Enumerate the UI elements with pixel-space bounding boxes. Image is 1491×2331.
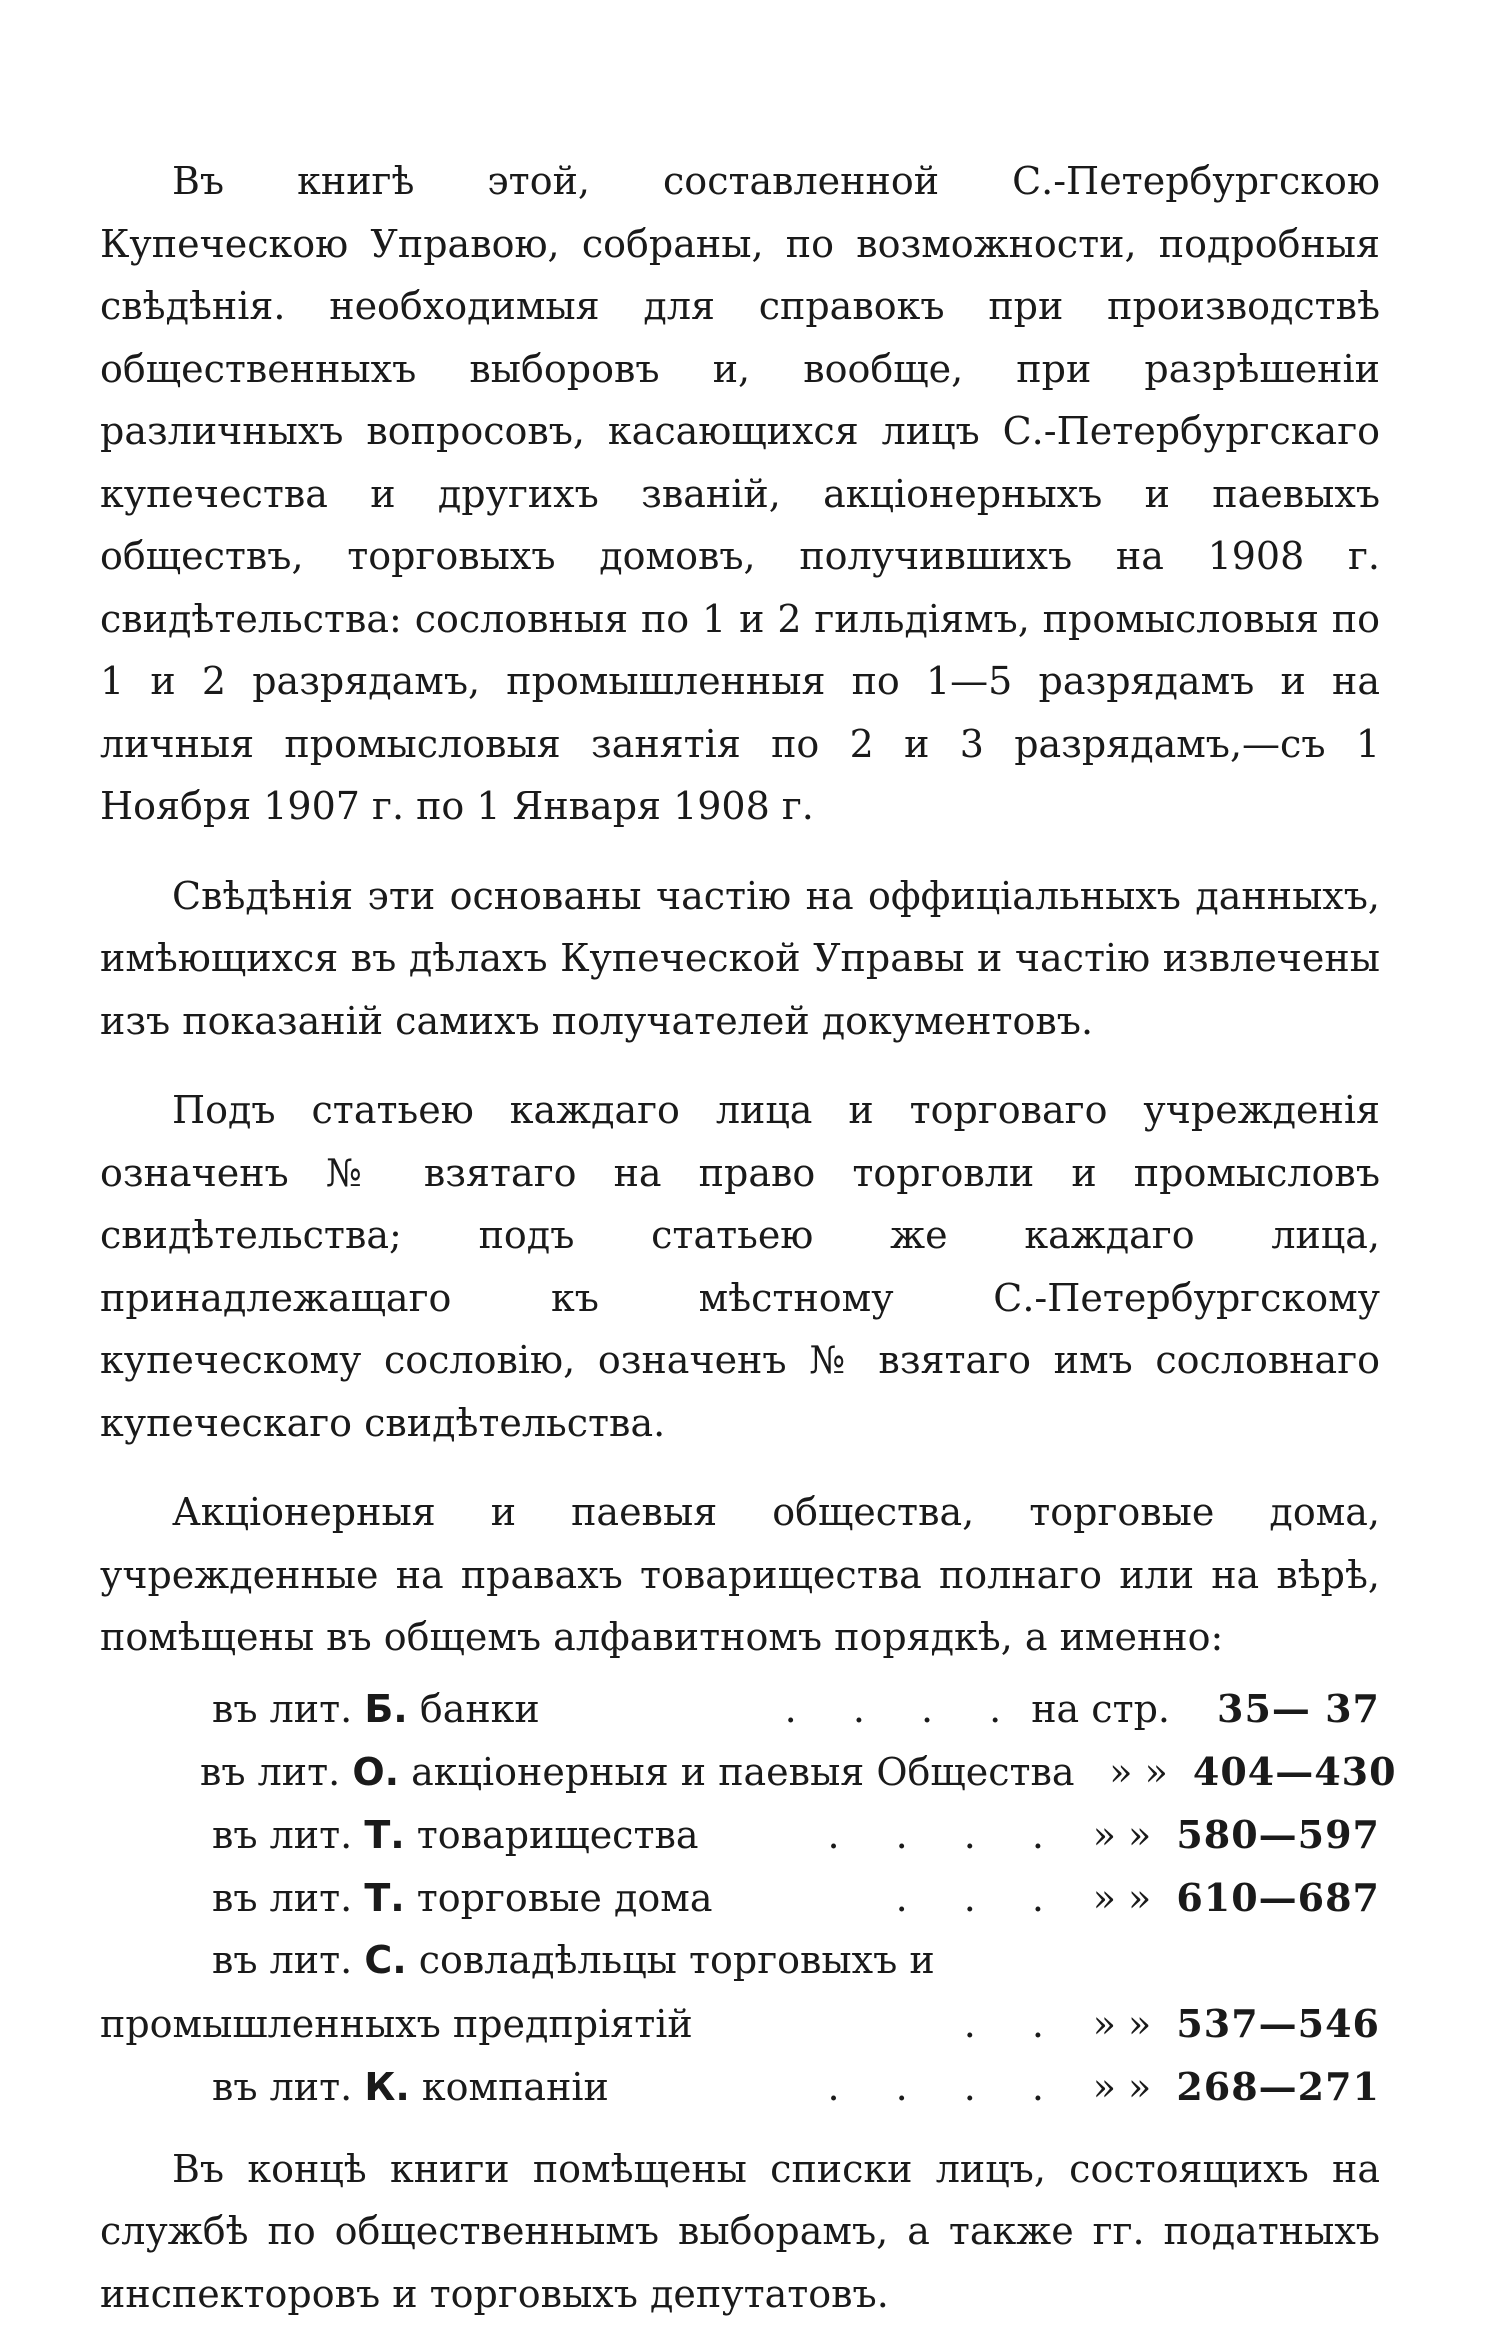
entry-letter: Т. (364, 1812, 405, 1857)
entry-label: компаніи (421, 2064, 609, 2109)
contents-row-trading-houses (100, 1866, 1380, 1929)
leader-dots: . . . . (827, 2064, 1066, 2109)
entry-label: товарищества (416, 1812, 699, 1857)
contents-entry-text (100, 1678, 540, 1741)
contents-entry-text (100, 1867, 712, 1930)
entry-pages: 537—546 (1176, 2000, 1380, 2046)
contents-entry-text (100, 1804, 699, 1867)
contents-entry-text (100, 2056, 609, 2119)
leader-dots: . . . (895, 1875, 1066, 1920)
entry-letter: О. (352, 1749, 400, 1794)
contents-list (100, 1677, 1397, 2118)
entry-label: акціонерныя и паевыя Общества (411, 1749, 1075, 1794)
entry-letter: Т. (364, 1875, 405, 1920)
entry-label-continued: промышленныхъ предпріятій (100, 2001, 693, 2046)
entry-letter: С. (364, 1937, 407, 1982)
contents-row-banks (100, 1677, 1380, 1740)
paragraph-closing: Въ концѣ книги помѣщены списки лицъ, состоящихъ на службѣ по общественнымъ выборамъ, а также гг. податныхъ инспекторовъ и торговыхъ депутатовъ. (100, 2146, 1380, 2316)
entry-label: банки (419, 1686, 540, 1731)
document-page (100, 150, 1397, 2325)
entry-prefix: въ лит. (212, 1937, 353, 1982)
contents-row-partnerships (100, 1803, 1380, 1866)
entry-page-mark: » » (1092, 1812, 1152, 1857)
paragraph-intro: Въ книгѣ этой, составленной С.-Петербургскою Купеческою Управою, собраны, по возможности, подробныя свѣдѣнія. необходимыя для справокъ при производствѣ общественныхъ выборовъ и, вообще, при разрѣшеніи различныхъ вопросовъ, касающихся лицъ С.-Петербургскаго купечества и другихъ званій, акціонерныхъ и паевыхъ обществъ, торговыхъ домовъ, получившихъ на 1908 г. свидѣтельства: сословныя по 1 и 2 гильдіямъ, промысловыя по 1 и 2 разрядамъ, промышленныя по 1—5 разрядамъ и на личныя промысловыя занятія по 2 и 3 разрядамъ,—съ 1 Ноября 1907 г. по 1 Января 1908 г. (100, 159, 1380, 828)
entry-page-mark: » » (1092, 2064, 1152, 2109)
contents-entry-text (100, 1741, 1075, 1804)
entry-letter: Б. (364, 1686, 408, 1731)
entry-page-mark: » » (1109, 1749, 1168, 1794)
entry-prefix: въ лит. (200, 1749, 341, 1794)
entry-prefix: въ лит. (212, 1686, 353, 1731)
entry-pages: 35— 37 (1217, 1685, 1380, 1731)
entry-pages: 580—597 (1176, 1811, 1380, 1857)
entry-letter: К. (364, 2064, 410, 2109)
entry-page-mark: на стр. (1031, 1686, 1170, 1731)
entry-pages: 404—430 (1192, 1748, 1397, 1794)
entry-label: совладѣльцы торговыхъ и (418, 1937, 935, 1982)
entry-label: торговые дома (416, 1875, 713, 1920)
contents-row-co-owners (100, 1929, 1380, 1992)
entry-prefix: въ лит. (212, 2064, 353, 2109)
contents-entry-text (100, 1929, 935, 1992)
leader-dots: . . . . (784, 1686, 1024, 1731)
paragraph-sources: Свѣдѣнія эти основаны частію на оффиціальныхъ данныхъ, имѣющихся въ дѣлахъ Купеческой Управы и частію извлечены изъ показаній самихъ получателей документовъ. (100, 873, 1380, 1043)
entry-prefix: въ лит. (212, 1812, 353, 1857)
contents-row-co-owners-cont (100, 1992, 1380, 2055)
leader-dots: . . (963, 2001, 1066, 2046)
contents-row-societies (100, 1740, 1397, 1803)
leader-dots: . . . . (827, 1812, 1066, 1857)
contents-row-companies (100, 2055, 1380, 2118)
paragraph-numbering: Подъ статьею каждаго лица и торговаго учрежденія означенъ № взятаго на право торговли и промысловъ свидѣтельства; подъ статьею же каждаго лица, принадлежащаго къ мѣстному С.-Петербургскому купеческому сословію, означенъ № взятаго имъ сословнаго купеческаго свидѣтельства. (100, 1088, 1380, 1445)
paragraph-companies: Акціонерныя и паевыя общества, торговые дома, учрежденные на правахъ товарищества полнаго или на вѣрѣ, помѣщены въ общемъ алфавитномъ порядкѣ, а именно: (100, 1490, 1380, 1659)
entry-prefix: въ лит. (212, 1875, 353, 1920)
entry-pages: 610—687 (1176, 1874, 1380, 1920)
entry-pages: 268—271 (1176, 2063, 1380, 2109)
entry-page-mark: » » (1092, 1875, 1152, 1920)
entry-page-mark: » » (1092, 2001, 1152, 2046)
